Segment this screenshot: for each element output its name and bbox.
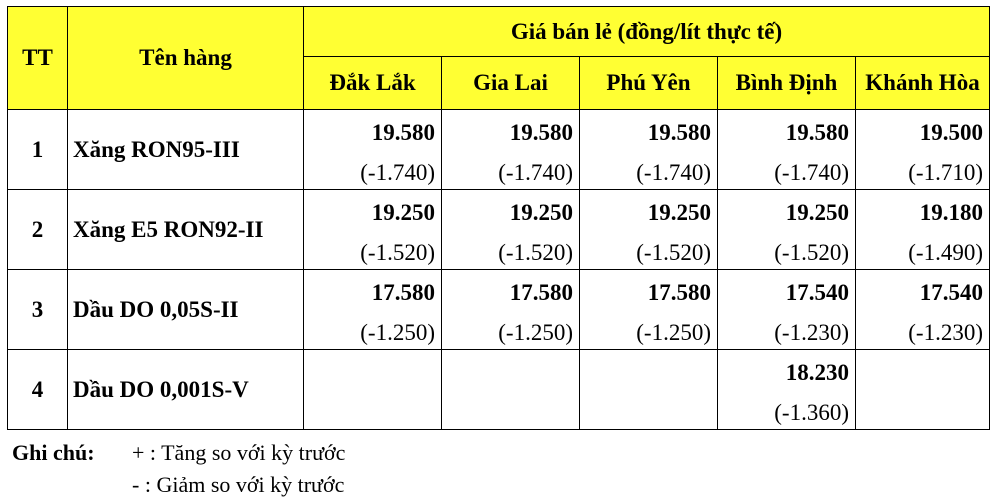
price-change: (-1.250) (360, 320, 435, 345)
price-value: 19.250 (371, 200, 435, 225)
product-name: Dầu DO 0,05S-II (68, 270, 304, 350)
price-value: 17.540 (785, 280, 849, 305)
table-row (8, 110, 990, 190)
table-row (8, 270, 990, 350)
price-cell (718, 270, 856, 350)
price-change: (-1.740) (636, 160, 711, 185)
price-cell (580, 110, 718, 190)
price-cell (442, 190, 580, 270)
header-product-name: Tên hàng (68, 7, 304, 110)
note-line-increase (12, 437, 345, 469)
product-name: Xăng RON95-III (68, 110, 304, 190)
price-cell (718, 350, 856, 430)
price-value: 19.580 (647, 120, 711, 145)
price-cell (718, 110, 856, 190)
price-change: (-1.230) (908, 320, 983, 345)
header-province-dak-lak: Đắk Lắk (304, 57, 442, 110)
price-value: 17.580 (371, 280, 435, 305)
price-value: 19.250 (785, 200, 849, 225)
price-value: 19.580 (785, 120, 849, 145)
note-increase: + : Tăng so với kỳ trước (132, 440, 346, 465)
price-cell (856, 110, 990, 190)
price-cell (304, 270, 442, 350)
price-cell (580, 270, 718, 350)
price-change: (-1.520) (636, 240, 711, 265)
note-line-decrease (12, 469, 345, 501)
notes-label: Ghi chú: (12, 440, 95, 465)
price-change: (-1.250) (636, 320, 711, 345)
price-cell-empty (304, 350, 442, 430)
header-retail-price-group: Giá bán lẻ (đồng/lít thực tế) (304, 7, 990, 57)
price-value: 19.250 (647, 200, 711, 225)
header-province-khanh-hoa: Khánh Hòa (856, 57, 990, 110)
price-change: (-1.520) (774, 240, 849, 265)
table-row (8, 350, 990, 430)
notes-section (12, 437, 345, 501)
price-cell (442, 270, 580, 350)
price-change: (-1.520) (360, 240, 435, 265)
price-value: 19.500 (919, 120, 983, 145)
price-change: (-1.740) (774, 160, 849, 185)
price-change: (-1.710) (908, 160, 983, 185)
row-number: 1 (8, 110, 68, 190)
price-cell (442, 110, 580, 190)
row-number: 2 (8, 190, 68, 270)
price-cell (856, 270, 990, 350)
price-change: (-1.520) (498, 240, 573, 265)
price-change: (-1.740) (360, 160, 435, 185)
price-change: (-1.250) (498, 320, 573, 345)
price-value: 17.580 (647, 280, 711, 305)
price-change: (-1.360) (774, 400, 849, 425)
price-cell (580, 190, 718, 270)
fuel-price-table (7, 6, 990, 430)
price-value: 17.580 (509, 280, 573, 305)
price-value: 19.180 (919, 200, 983, 225)
price-cell (304, 110, 442, 190)
table-row (8, 190, 990, 270)
price-change: (-1.490) (908, 240, 983, 265)
price-value: 19.580 (509, 120, 573, 145)
header-province-gia-lai: Gia Lai (442, 57, 580, 110)
header-tt: TT (8, 7, 68, 110)
note-decrease: - : Giảm so với kỳ trước (132, 472, 345, 497)
row-number: 4 (8, 350, 68, 430)
header-province-phu-yen: Phú Yên (580, 57, 718, 110)
product-name: Xăng E5 RON92-II (68, 190, 304, 270)
price-cell-empty (580, 350, 718, 430)
price-cell (718, 190, 856, 270)
price-value: 19.250 (509, 200, 573, 225)
price-value: 17.540 (919, 280, 983, 305)
price-change: (-1.230) (774, 320, 849, 345)
price-cell-empty (856, 350, 990, 430)
price-change: (-1.740) (498, 160, 573, 185)
product-name: Dầu DO 0,001S-V (68, 350, 304, 430)
price-cell (856, 190, 990, 270)
price-cell-empty (442, 350, 580, 430)
price-cell (304, 190, 442, 270)
row-number: 3 (8, 270, 68, 350)
price-value: 18.230 (785, 360, 849, 385)
price-value: 19.580 (371, 120, 435, 145)
header-province-binh-dinh: Bình Định (718, 57, 856, 110)
